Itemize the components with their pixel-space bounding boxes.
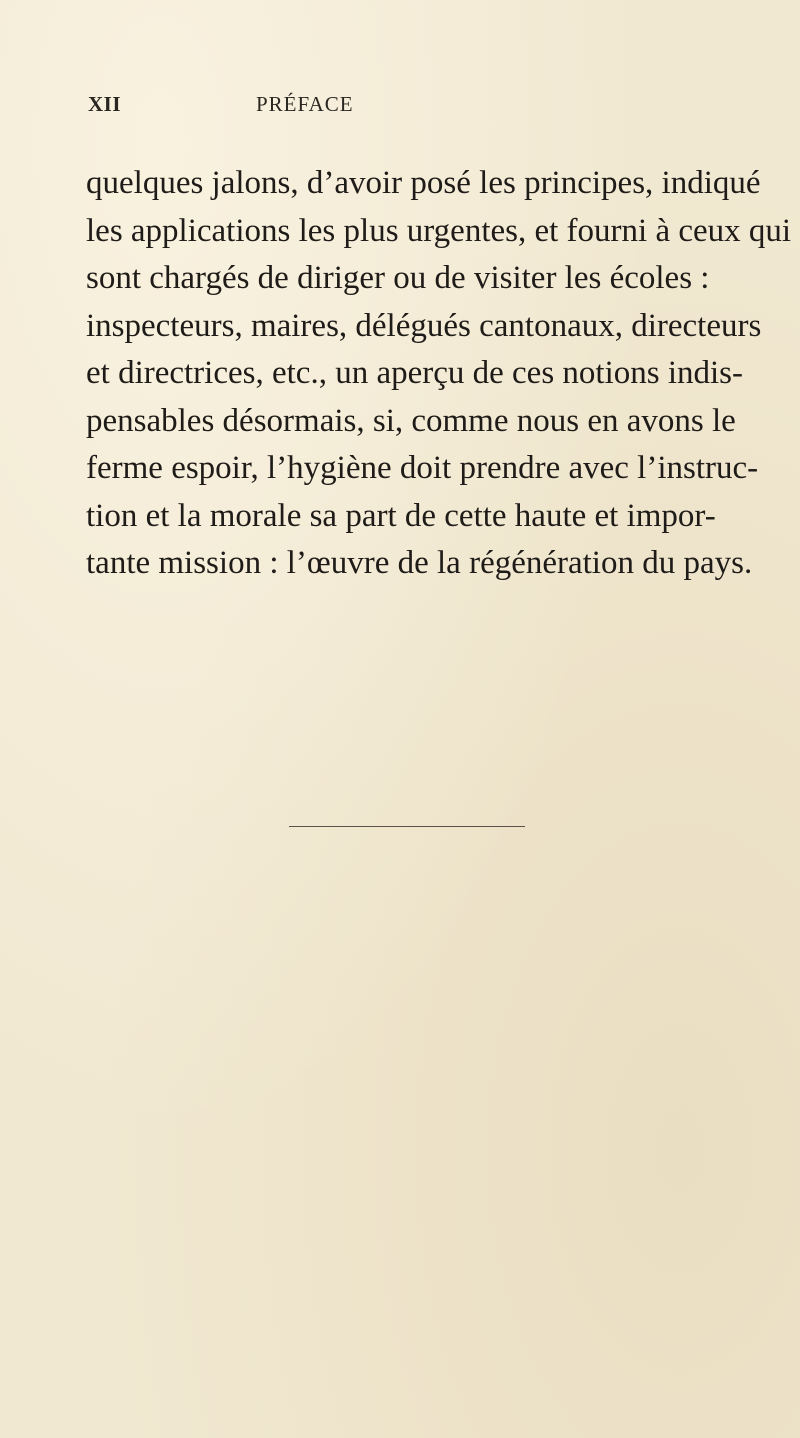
- text-line: et directrices, etc., un aperçu de ces notions indis-: [86, 355, 744, 391]
- text-line: quelques jalons, d’avoir posé les principes, indiqué: [86, 165, 761, 201]
- text-line: sont chargés de diriger ou de visiter les écoles :: [86, 260, 710, 296]
- text-line: ferme espoir, l’hygiène doit prendre avec l’instruc-: [86, 450, 759, 486]
- body-paragraph: [86, 160, 792, 588]
- text-line: tion et la morale sa part de cette haute et impor-: [86, 497, 716, 534]
- section-title: PRÉFACE: [256, 92, 354, 116]
- page-number: XII: [88, 92, 122, 116]
- text-line: inspecteurs, maires, délégués cantonaux, directeurs: [86, 307, 762, 344]
- text-line: pensables désormais, si, comme nous en avons le: [86, 402, 736, 439]
- text-line: tante mission : l’œuvre de la régénération du pays.: [86, 545, 753, 581]
- text-line: les applications les plus urgentes, et fourni à ceux qui: [86, 212, 792, 249]
- closing-rule: [289, 826, 525, 827]
- running-head: [88, 92, 788, 120]
